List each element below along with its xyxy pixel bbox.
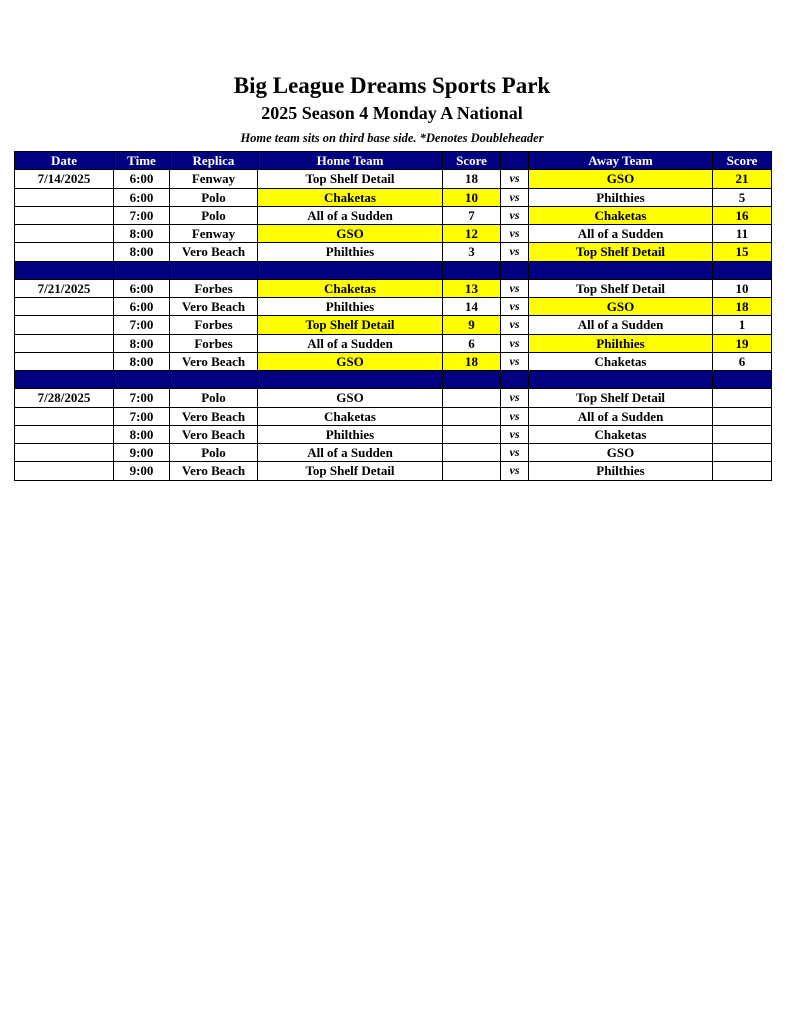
- separator-cell: [529, 261, 713, 279]
- week-separator: [15, 261, 772, 279]
- game-time: 7:00: [114, 389, 170, 407]
- season-subtitle: 2025 Season 4 Monday A National: [261, 103, 523, 123]
- away-score: 15: [713, 243, 772, 261]
- column-header-away-team: Away Team: [529, 152, 713, 170]
- home-team: Top Shelf Detail: [258, 462, 443, 480]
- game-row: [15, 352, 772, 370]
- column-header-date: Date: [15, 152, 114, 170]
- separator-cell: [170, 261, 258, 279]
- game-replica: Vero Beach: [170, 425, 258, 443]
- game-time: 8:00: [114, 225, 170, 243]
- vs-label: vs: [501, 188, 529, 206]
- away-score: 16: [713, 206, 772, 224]
- game-time: 9:00: [114, 444, 170, 462]
- separator-cell: [15, 371, 114, 389]
- separator-cell: [713, 261, 772, 279]
- game-replica: Vero Beach: [170, 243, 258, 261]
- schedule-table: [14, 151, 772, 481]
- home-score: 7: [443, 206, 501, 224]
- column-header-time: Time: [114, 152, 170, 170]
- separator-cell: [713, 371, 772, 389]
- away-score: 5: [713, 188, 772, 206]
- game-date: [15, 444, 114, 462]
- away-score: 10: [713, 279, 772, 297]
- game-replica: Polo: [170, 188, 258, 206]
- home-score: [443, 462, 501, 480]
- vs-label: vs: [501, 462, 529, 480]
- game-date: [15, 352, 114, 370]
- game-replica: Fenway: [170, 225, 258, 243]
- game-date: [15, 225, 114, 243]
- away-team: All of a Sudden: [529, 407, 713, 425]
- home-score: 18: [443, 170, 501, 188]
- home-team: Chaketas: [258, 188, 443, 206]
- game-row: [15, 298, 772, 316]
- game-date: [15, 407, 114, 425]
- home-score: [443, 444, 501, 462]
- schedule-body: [15, 170, 772, 480]
- home-team: Philthies: [258, 425, 443, 443]
- away-team: Chaketas: [529, 352, 713, 370]
- home-team: GSO: [258, 225, 443, 243]
- away-team: Top Shelf Detail: [529, 243, 713, 261]
- game-replica: Polo: [170, 389, 258, 407]
- game-row: [15, 279, 772, 297]
- vs-label: vs: [501, 279, 529, 297]
- vs-label: vs: [501, 243, 529, 261]
- away-team: Philthies: [529, 188, 713, 206]
- separator-cell: [15, 261, 114, 279]
- header-row: [15, 152, 772, 170]
- column-header-home-score: Score: [443, 152, 501, 170]
- vs-label: vs: [501, 225, 529, 243]
- game-time: 7:00: [114, 407, 170, 425]
- game-replica: Forbes: [170, 334, 258, 352]
- home-score: [443, 389, 501, 407]
- game-date: 7/28/2025: [15, 389, 114, 407]
- game-row: [15, 407, 772, 425]
- home-team: Top Shelf Detail: [258, 316, 443, 334]
- vs-label: vs: [501, 206, 529, 224]
- game-date: [15, 425, 114, 443]
- column-header-replica: Replica: [170, 152, 258, 170]
- game-row: [15, 225, 772, 243]
- home-score: 14: [443, 298, 501, 316]
- away-score: [713, 389, 772, 407]
- schedule-note: Home team sits on third base side. *Denotes Doubleheader: [240, 131, 544, 145]
- game-time: 6:00: [114, 170, 170, 188]
- game-row: [15, 188, 772, 206]
- separator-cell: [258, 371, 443, 389]
- separator-cell: [114, 371, 170, 389]
- game-replica: Vero Beach: [170, 407, 258, 425]
- game-replica: Vero Beach: [170, 352, 258, 370]
- vs-label: vs: [501, 170, 529, 188]
- game-row: [15, 389, 772, 407]
- game-time: 6:00: [114, 279, 170, 297]
- separator-cell: [501, 371, 529, 389]
- page-title: Big League Dreams Sports Park: [233, 73, 551, 98]
- separator-cell: [114, 261, 170, 279]
- game-time: 7:00: [114, 316, 170, 334]
- game-date: [15, 243, 114, 261]
- game-row: [15, 444, 772, 462]
- away-team: All of a Sudden: [529, 225, 713, 243]
- away-score: 1: [713, 316, 772, 334]
- home-score: [443, 407, 501, 425]
- game-time: 8:00: [114, 334, 170, 352]
- game-time: 8:00: [114, 243, 170, 261]
- away-team: GSO: [529, 444, 713, 462]
- vs-label: vs: [501, 425, 529, 443]
- home-team: GSO: [258, 352, 443, 370]
- away-team: Chaketas: [529, 425, 713, 443]
- game-date: 7/14/2025: [15, 170, 114, 188]
- game-row: [15, 462, 772, 480]
- home-score: 12: [443, 225, 501, 243]
- away-score: [713, 444, 772, 462]
- game-time: 7:00: [114, 206, 170, 224]
- home-score: 10: [443, 188, 501, 206]
- home-team: Top Shelf Detail: [258, 170, 443, 188]
- away-team: Philthies: [529, 334, 713, 352]
- home-team: All of a Sudden: [258, 334, 443, 352]
- game-replica: Polo: [170, 206, 258, 224]
- game-replica: Fenway: [170, 170, 258, 188]
- column-header-vs: [501, 152, 529, 170]
- away-score: 6: [713, 352, 772, 370]
- game-row: [15, 334, 772, 352]
- separator-cell: [443, 261, 501, 279]
- game-row: [15, 425, 772, 443]
- home-score: [443, 425, 501, 443]
- away-score: [713, 462, 772, 480]
- separator-cell: [258, 261, 443, 279]
- vs-label: vs: [501, 444, 529, 462]
- home-team: Chaketas: [258, 279, 443, 297]
- home-team: Chaketas: [258, 407, 443, 425]
- separator-cell: [529, 371, 713, 389]
- separator-cell: [501, 261, 529, 279]
- game-row: [15, 243, 772, 261]
- game-date: [15, 206, 114, 224]
- vs-label: vs: [501, 407, 529, 425]
- game-replica: Forbes: [170, 279, 258, 297]
- away-team: Top Shelf Detail: [529, 279, 713, 297]
- vs-label: vs: [501, 334, 529, 352]
- vs-label: vs: [501, 316, 529, 334]
- away-team: GSO: [529, 170, 713, 188]
- game-time: 9:00: [114, 462, 170, 480]
- home-team: All of a Sudden: [258, 444, 443, 462]
- away-score: [713, 407, 772, 425]
- home-score: 9: [443, 316, 501, 334]
- column-header-home-team: Home Team: [258, 152, 443, 170]
- away-team: All of a Sudden: [529, 316, 713, 334]
- away-score: 21: [713, 170, 772, 188]
- home-score: 18: [443, 352, 501, 370]
- game-date: [15, 298, 114, 316]
- game-date: [15, 188, 114, 206]
- home-team: GSO: [258, 389, 443, 407]
- away-score: [713, 425, 772, 443]
- home-score: 13: [443, 279, 501, 297]
- column-header-away-score: Score: [713, 152, 772, 170]
- game-date: [15, 462, 114, 480]
- game-row: [15, 206, 772, 224]
- vs-label: vs: [501, 298, 529, 316]
- vs-label: vs: [501, 389, 529, 407]
- home-score: 3: [443, 243, 501, 261]
- home-team: Philthies: [258, 243, 443, 261]
- game-time: 8:00: [114, 425, 170, 443]
- home-score: 6: [443, 334, 501, 352]
- home-team: Philthies: [258, 298, 443, 316]
- away-score: 19: [713, 334, 772, 352]
- game-replica: Polo: [170, 444, 258, 462]
- away-team: Chaketas: [529, 206, 713, 224]
- separator-cell: [170, 371, 258, 389]
- week-separator: [15, 371, 772, 389]
- game-date: 7/21/2025: [15, 279, 114, 297]
- away-team: Top Shelf Detail: [529, 389, 713, 407]
- game-time: 8:00: [114, 352, 170, 370]
- away-score: 11: [713, 225, 772, 243]
- game-date: [15, 334, 114, 352]
- game-time: 6:00: [114, 298, 170, 316]
- schedule-header: [15, 152, 772, 170]
- game-date: [15, 316, 114, 334]
- game-replica: Forbes: [170, 316, 258, 334]
- away-score: 18: [713, 298, 772, 316]
- separator-cell: [443, 371, 501, 389]
- game-replica: Vero Beach: [170, 462, 258, 480]
- vs-label: vs: [501, 352, 529, 370]
- game-time: 6:00: [114, 188, 170, 206]
- home-team: All of a Sudden: [258, 206, 443, 224]
- game-replica: Vero Beach: [170, 298, 258, 316]
- game-row: [15, 316, 772, 334]
- game-row: [15, 170, 772, 188]
- away-team: GSO: [529, 298, 713, 316]
- away-team: Philthies: [529, 462, 713, 480]
